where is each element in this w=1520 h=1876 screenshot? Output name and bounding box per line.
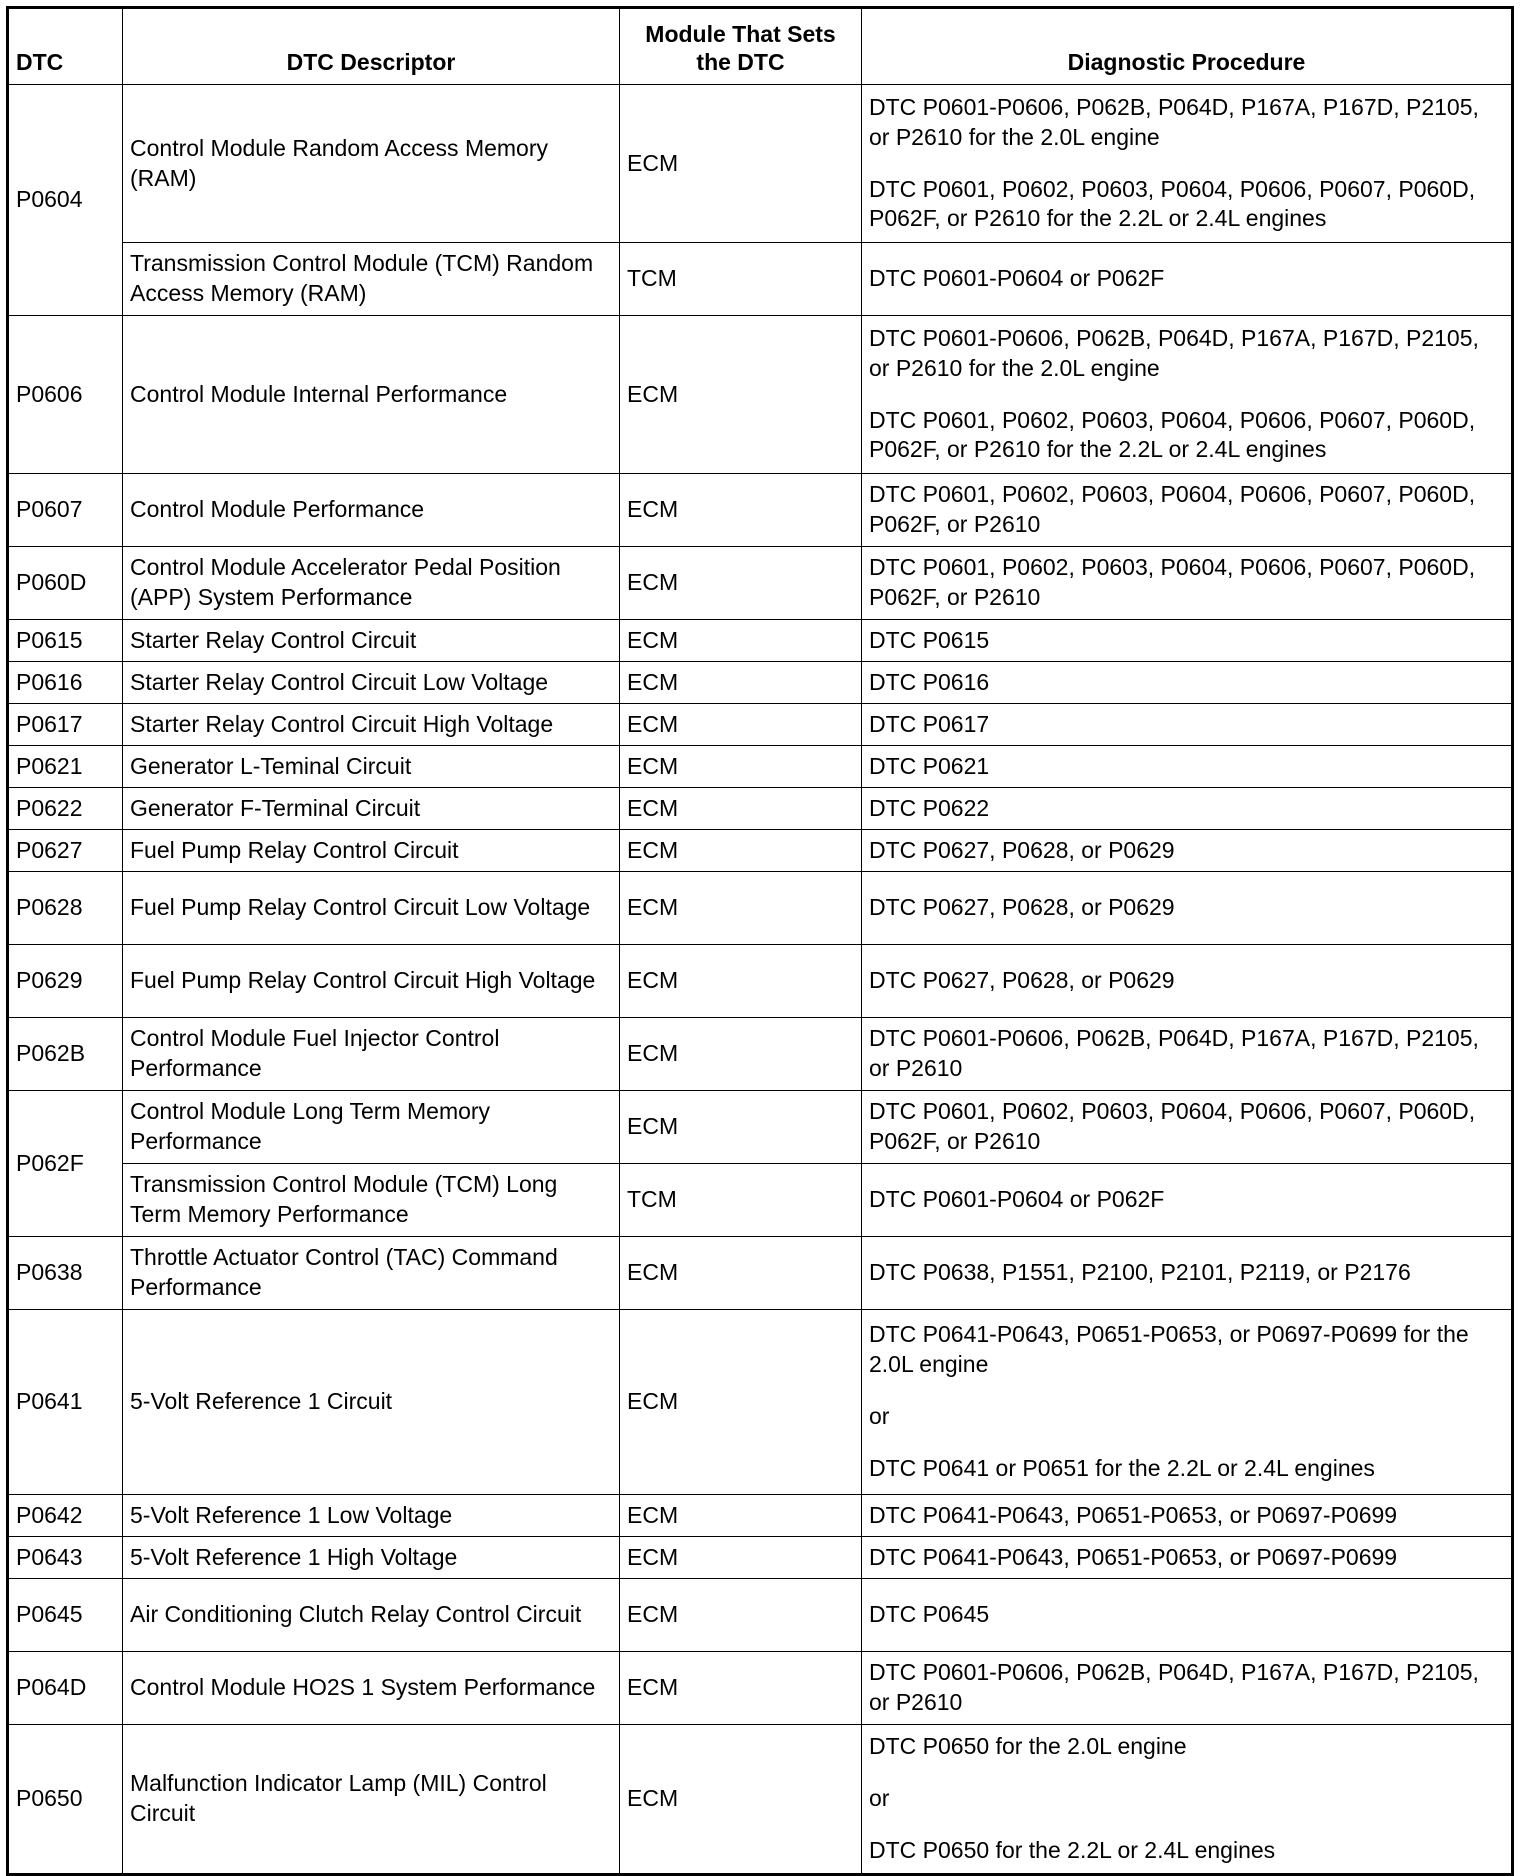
module-name: ECM [620,474,862,547]
module-name: ECM [620,945,862,1018]
dtc-code: P062B [8,1018,123,1091]
header-descriptor: DTC Descriptor [123,8,620,85]
table-row [8,746,1513,788]
module-name: ECM [620,1237,862,1310]
header-row [8,8,1513,85]
table-row [8,945,1513,1018]
procedure-line: DTC P0601-P0606, P062B, P064D, P167A, P167D, P2105, or P2610 [869,1025,1479,1081]
module-name: ECM [620,316,862,474]
diagnostic-procedure [862,1579,1513,1652]
dtc-code: P0616 [8,662,123,704]
procedure-line: DTC P0601-P0606, P062B, P064D, P167A, P167D, P2105, or P2610 [869,1659,1479,1715]
module-name: TCM [620,1164,862,1237]
module-name: ECM [620,830,862,872]
dtc-descriptor: Air Conditioning Clutch Relay Control Circuit [123,1579,620,1652]
table-row [8,1237,1513,1310]
diagnostic-procedure [862,872,1513,945]
diagnostic-procedure [862,474,1513,547]
dtc-code: P0643 [8,1537,123,1579]
procedure-line: DTC P0641-P0643, P0651-P0653, or P0697-P0699 [869,1543,1398,1570]
dtc-descriptor: Transmission Control Module (TCM) Random Access Memory (RAM) [123,243,620,316]
header-module: Module That Sets the DTC [620,8,862,85]
module-name: ECM [620,1018,862,1091]
procedure-line: DTC P0641 or P0651 for the 2.2L or 2.4L engines [869,1454,1375,1481]
diagnostic-procedure [862,1237,1513,1310]
diagnostic-procedure [862,1018,1513,1091]
dtc-code: P064D [8,1652,123,1725]
dtc-descriptor: Throttle Actuator Control (TAC) Command Performance [123,1237,620,1310]
module-name: ECM [620,620,862,662]
table-row [8,316,1513,474]
diagnostic-procedure [862,1495,1513,1537]
diagnostic-procedure [862,746,1513,788]
header-procedure: Diagnostic Procedure [862,8,1513,85]
diagnostic-procedure [862,830,1513,872]
procedure-line: DTC P0638, P1551, P2100, P2101, P2119, or P2176 [869,1259,1411,1286]
module-name: ECM [620,1091,862,1164]
diagnostic-procedure [862,662,1513,704]
dtc-descriptor: Control Module Long Term Memory Performance [123,1091,620,1164]
procedure-line: or [869,1785,890,1812]
dtc-descriptor: Generator L-Teminal Circuit [123,746,620,788]
procedure-line: DTC P0601-P0604 or P062F [869,1186,1165,1213]
dtc-code: P0607 [8,474,123,547]
procedure-line: DTC P0615 [869,626,990,653]
diagnostic-procedure [862,1725,1513,1875]
module-name: ECM [620,1495,862,1537]
procedure-line: or [869,1403,890,1429]
module-name: ECM [620,704,862,746]
table-row [8,1018,1513,1091]
module-name: ECM [620,746,862,788]
diagnostic-procedure [862,85,1513,243]
dtc-code: P0650 [8,1725,123,1875]
diagnostic-procedure [862,620,1513,662]
table-row [8,1091,1513,1164]
dtc-descriptor: Malfunction Indicator Lamp (MIL) Control Circuit [123,1725,620,1875]
diagnostic-procedure [862,1310,1513,1495]
table-row [8,474,1513,547]
procedure-line: DTC P0627, P0628, or P0629 [869,836,1175,863]
dtc-code: P062F [8,1091,123,1237]
module-name: ECM [620,1537,862,1579]
dtc-descriptor: Control Module Internal Performance [123,316,620,474]
procedure-line: DTC P0601, P0602, P0603, P0604, P0606, P0607, P060D, P062F, or P2610 for the 2.2L or 2.4L engines [869,175,1476,232]
procedure-line: DTC P0601-P0606, P062B, P064D, P167A, P167D, P2105, or P2610 for the 2.0L engine [869,324,1479,381]
dtc-code: P0642 [8,1495,123,1537]
dtc-descriptor: Starter Relay Control Circuit High Voltage [123,704,620,746]
module-name: TCM [620,243,862,316]
dtc-descriptor: 5-Volt Reference 1 High Voltage [123,1537,620,1579]
procedure-line: DTC P0650 for the 2.0L engine [869,1733,1187,1760]
diagnostic-procedure [862,1091,1513,1164]
procedure-line: DTC P0601-P0606, P062B, P064D, P167A, P167D, P2105, or P2610 for the 2.0L engine [869,93,1479,150]
procedure-line: DTC P0617 [869,710,990,737]
module-name: ECM [620,1310,862,1495]
diagnostic-procedure [862,788,1513,830]
procedure-line: DTC P0641-P0643, P0651-P0653, or P0697-P0699 [869,1501,1398,1528]
module-name: ECM [620,662,862,704]
dtc-descriptor: Starter Relay Control Circuit [123,620,620,662]
dtc-code: P0627 [8,830,123,872]
table-row [8,1310,1513,1495]
table-row [8,85,1513,243]
dtc-code: P060D [8,547,123,620]
module-name: ECM [620,85,862,243]
procedure-line: DTC P0627, P0628, or P0629 [869,967,1175,994]
table-row [8,1495,1513,1537]
procedure-line: DTC P0650 for the 2.2L or 2.4L engines [869,1836,1276,1863]
diagnostic-procedure [862,547,1513,620]
dtc-code: P0617 [8,704,123,746]
dtc-code: P0615 [8,620,123,662]
module-name: ECM [620,1652,862,1725]
dtc-code: P0641 [8,1310,123,1495]
table-row [8,1725,1513,1875]
table-body [8,85,1513,1875]
procedure-line: DTC P0641-P0643, P0651-P0653, or P0697-P0699 for the 2.0L engine [869,1321,1469,1378]
dtc-code: P0629 [8,945,123,1018]
table-row [8,243,1513,316]
module-name: ECM [620,547,862,620]
dtc-code: P0621 [8,746,123,788]
table-row [8,547,1513,620]
dtc-code: P0638 [8,1237,123,1310]
module-name: ECM [620,788,862,830]
diagnostic-procedure [862,945,1513,1018]
dtc-code: P0645 [8,1579,123,1652]
diagnostic-procedure [862,1537,1513,1579]
dtc-descriptor: Fuel Pump Relay Control Circuit Low Voltage [123,872,620,945]
diagnostic-procedure [862,316,1513,474]
dtc-descriptor: 5-Volt Reference 1 Circuit [123,1310,620,1495]
table-row [8,1164,1513,1237]
diagnostic-procedure [862,704,1513,746]
procedure-line: DTC P0645 [869,1601,990,1628]
dtc-descriptor: 5-Volt Reference 1 Low Voltage [123,1495,620,1537]
procedure-line: DTC P0622 [869,794,990,821]
procedure-line: DTC P0601, P0602, P0603, P0604, P0606, P0607, P060D, P062F, or P2610 [869,481,1476,537]
table-row [8,830,1513,872]
dtc-table [6,6,1514,1876]
table-row [8,788,1513,830]
table-row [8,872,1513,945]
module-name: ECM [620,872,862,945]
dtc-descriptor: Starter Relay Control Circuit Low Voltage [123,662,620,704]
procedure-line: DTC P0601, P0602, P0603, P0604, P0606, P0607, P060D, P062F, or P2610 for the 2.2L or 2.4L engines [869,406,1476,463]
procedure-line: DTC P0601, P0602, P0603, P0604, P0606, P0607, P060D, P062F, or P2610 [869,554,1476,610]
dtc-code: P0606 [8,316,123,474]
dtc-descriptor: Control Module Random Access Memory (RAM) [123,85,620,243]
table-row [8,1537,1513,1579]
module-name: ECM [620,1725,862,1875]
dtc-code: P0622 [8,788,123,830]
table-row [8,662,1513,704]
table-row [8,1652,1513,1725]
module-name: ECM [620,1579,862,1652]
dtc-descriptor: Control Module Performance [123,474,620,547]
dtc-descriptor: Control Module Fuel Injector Control Performance [123,1018,620,1091]
dtc-descriptor: Generator F-Terminal Circuit [123,788,620,830]
procedure-line: DTC P0601, P0602, P0603, P0604, P0606, P0607, P060D, P062F, or P2610 [869,1098,1476,1154]
dtc-code: P0628 [8,872,123,945]
header-dtc: DTC [8,8,123,85]
dtc-code: P0604 [8,85,123,316]
table-row [8,620,1513,662]
procedure-line: DTC P0616 [869,668,990,695]
dtc-descriptor: Fuel Pump Relay Control Circuit High Voltage [123,945,620,1018]
diagnostic-procedure [862,1652,1513,1725]
table-row [8,704,1513,746]
diagnostic-procedure [862,243,1513,316]
procedure-line: DTC P0627, P0628, or P0629 [869,894,1175,921]
procedure-line: DTC P0621 [869,752,990,779]
diagnostic-procedure [862,1164,1513,1237]
table-row [8,1579,1513,1652]
dtc-descriptor: Control Module Accelerator Pedal Position (APP) System Performance [123,547,620,620]
dtc-descriptor: Transmission Control Module (TCM) Long Term Memory Performance [123,1164,620,1237]
dtc-descriptor: Fuel Pump Relay Control Circuit [123,830,620,872]
dtc-descriptor: Control Module HO2S 1 System Performance [123,1652,620,1725]
procedure-line: DTC P0601-P0604 or P062F [869,265,1165,292]
